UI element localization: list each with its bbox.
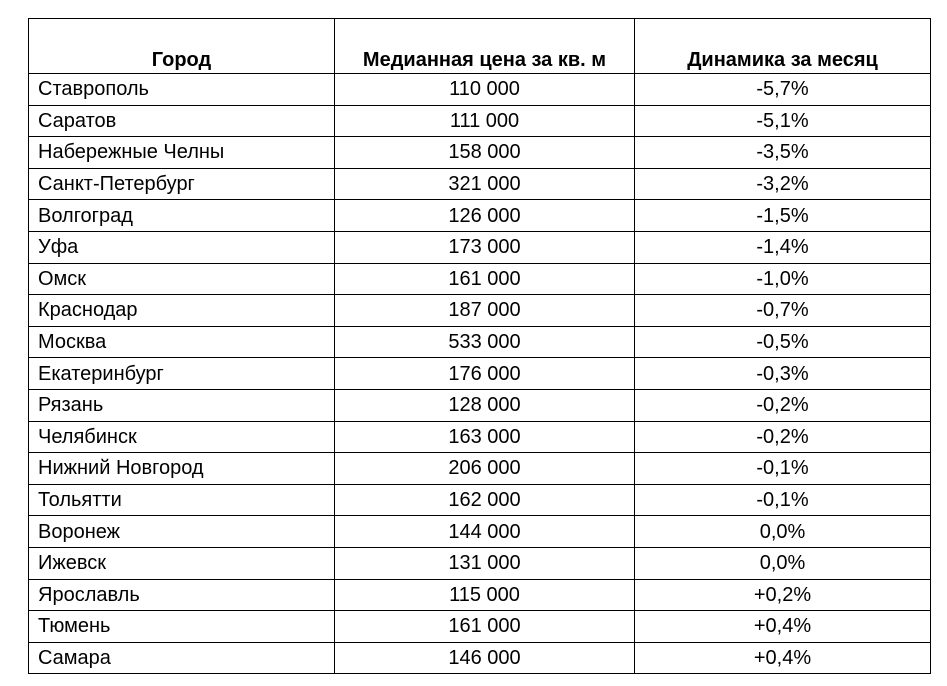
city-cell: Рязань [29,389,335,421]
city-cell: Тюмень [29,611,335,643]
table-row [29,105,931,137]
dynamics-cell: -1,5% [635,200,931,232]
header-city: Город [29,19,335,74]
dynamics-cell: -3,2% [635,168,931,200]
city-cell: Ижевск [29,547,335,579]
city-cell: Воронеж [29,516,335,548]
table-row [29,389,931,421]
table-row [29,74,931,106]
price-cell: 131 000 [335,547,635,579]
city-cell: Челябинск [29,421,335,453]
dynamics-cell: +0,2% [635,579,931,611]
table-row [29,453,931,485]
city-cell: Набережные Челны [29,137,335,169]
price-cell: 176 000 [335,358,635,390]
dynamics-cell: -0,2% [635,421,931,453]
city-cell: Санкт-Петербург [29,168,335,200]
dynamics-cell: +0,4% [635,611,931,643]
table-row [29,547,931,579]
dynamics-cell: 0,0% [635,547,931,579]
price-cell: 126 000 [335,200,635,232]
dynamics-cell: -0,1% [635,484,931,516]
table-row [29,516,931,548]
price-cell: 115 000 [335,579,635,611]
dynamics-cell: -1,0% [635,263,931,295]
header-row [29,19,931,74]
table-row [29,642,931,674]
header-dynamics: Динамика за месяц [635,19,931,74]
table-row [29,611,931,643]
price-cell: 111 000 [335,105,635,137]
city-cell: Омск [29,263,335,295]
city-cell: Ярославль [29,579,335,611]
table-row [29,231,931,263]
dynamics-cell: -3,5% [635,137,931,169]
dynamics-cell: -0,1% [635,453,931,485]
price-cell: 161 000 [335,611,635,643]
price-table [28,18,931,674]
price-cell: 173 000 [335,231,635,263]
dynamics-cell: -0,5% [635,326,931,358]
price-cell: 533 000 [335,326,635,358]
price-cell: 206 000 [335,453,635,485]
table-row [29,358,931,390]
city-cell: Волгоград [29,200,335,232]
price-cell: 187 000 [335,295,635,327]
table-row [29,200,931,232]
city-cell: Екатеринбург [29,358,335,390]
price-cell: 144 000 [335,516,635,548]
city-cell: Самара [29,642,335,674]
table-row [29,579,931,611]
city-cell: Краснодар [29,295,335,327]
dynamics-cell: -0,2% [635,389,931,421]
table-row [29,421,931,453]
table-body [29,74,931,674]
dynamics-cell: -0,3% [635,358,931,390]
city-cell: Нижний Новгород [29,453,335,485]
dynamics-cell: -5,1% [635,105,931,137]
dynamics-cell: -5,7% [635,74,931,106]
table-row [29,137,931,169]
table-row [29,326,931,358]
city-cell: Ставрополь [29,74,335,106]
price-cell: 146 000 [335,642,635,674]
price-cell: 161 000 [335,263,635,295]
price-cell: 162 000 [335,484,635,516]
price-cell: 158 000 [335,137,635,169]
price-cell: 110 000 [335,74,635,106]
price-cell: 163 000 [335,421,635,453]
city-cell: Уфа [29,231,335,263]
price-cell: 321 000 [335,168,635,200]
dynamics-cell: +0,4% [635,642,931,674]
dynamics-cell: 0,0% [635,516,931,548]
dynamics-cell: -1,4% [635,231,931,263]
city-cell: Саратов [29,105,335,137]
city-cell: Тольятти [29,484,335,516]
table-header [29,19,931,74]
city-cell: Москва [29,326,335,358]
header-price: Медианная цена за кв. м [335,19,635,74]
price-cell: 128 000 [335,389,635,421]
table-row [29,484,931,516]
table-row [29,168,931,200]
table-row [29,295,931,327]
table-row [29,263,931,295]
dynamics-cell: -0,7% [635,295,931,327]
